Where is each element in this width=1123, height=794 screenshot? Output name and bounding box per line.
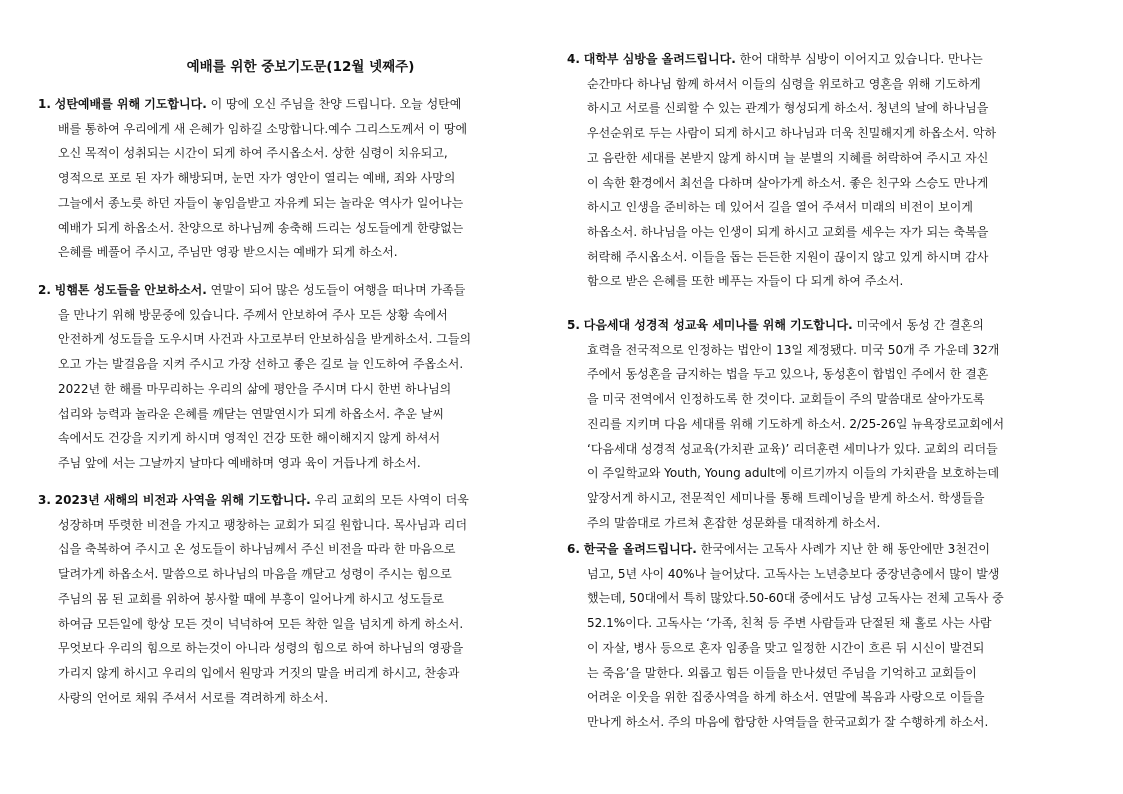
prayer-first-line: [567, 313, 1004, 338]
prayer-heading: 한국을 올려드립니다.: [583, 542, 697, 556]
prayer-line: 주님의 몸 된 교회를 위하여 봉사할 때에 부흥이 일어나게 하시고 성도들로: [58, 591, 444, 606]
prayer-text: 우리 교회의 모든 사역이 더욱: [310, 493, 469, 507]
prayer-text: 이 땅에 오신 주님을 찬양 드립니다. 오늘 성탄예: [206, 97, 462, 111]
prayer-paragraph: [567, 313, 1004, 535]
prayer-heading: 2023년 새해의 비전과 사역을 위해 기도합니다.: [54, 493, 311, 507]
prayer-line: 하여금 모든일에 항상 모든 것이 넉넉하여 모든 착한 일을 넘치게 하게 하소서.: [58, 616, 464, 631]
prayer-paragraph: [38, 278, 471, 476]
prayer-line: 효력을 전국적으로 인정하는 법안이 13일 제정됐다. 미국 50개 주 가운데 32개: [587, 342, 1000, 357]
prayer-item-5: [567, 313, 1004, 535]
prayer-number: 2.: [38, 283, 51, 297]
prayer-paragraph: [38, 92, 467, 265]
prayer-line: 배를 통하여 우리에게 새 은혜가 임하길 소망합니다.예수 그리스도께서 이 땅에: [58, 121, 468, 136]
prayer-line: 오신 목적이 성취되는 시간이 되게 하여 주시옵소서. 상한 심령이 치유되고,: [58, 146, 448, 161]
prayer-text: 연말이 되어 많은 성도들이 여행을 떠나며 가족들: [206, 283, 466, 297]
prayer-line: 고 음란한 세대를 본받지 않게 하시며 늘 분별의 지혜를 허락하여 주시고 자신: [587, 150, 989, 165]
prayer-line: 그늘에서 종노릇 하던 자들이 놓임을받고 자유케 되는 놀라운 역사가 일어나는: [58, 195, 464, 210]
prayer-line: ‘다음세대 성경적 성교육(가치관 교육)’ 리더훈련 세미나가 있다. 교회의 리더들: [587, 441, 998, 456]
prayer-first-line: [38, 488, 469, 513]
prayer-number: 4.: [567, 52, 580, 66]
prayer-line: 을 만나기 위해 방문중에 있습니다. 주께서 안보하여 주사 모든 상황 속에서: [58, 307, 448, 322]
prayer-text: 한어 대학부 심방이 이어지고 있습니다. 만나는: [735, 52, 983, 66]
prayer-line: 주의 말씀대로 가르쳐 혼잡한 성문화를 대적하게 하소서.: [587, 515, 881, 530]
prayer-line: 사랑의 언어로 채워 주셔서 서로를 격려하게 하소서.: [58, 690, 329, 705]
prayer-line: 는 죽음’을 말한다. 외롭고 힘든 이들을 만나셨던 주님을 기억하고 교회들이: [587, 665, 977, 680]
prayer-line: 은혜를 베풀어 주시고, 주님만 영광 받으시는 예배가 되게 하소서.: [58, 245, 398, 260]
prayer-heading: 성탄예배를 위해 기도합니다.: [54, 97, 207, 111]
prayer-line: 안전하게 성도들을 도우시며 사건과 사고로부터 안보하심을 받게하소서. 그들의: [58, 332, 472, 347]
prayer-line: 넘고, 5년 사이 40%나 늘어났다. 고독사는 노년층보다 중장년층에서 많이 발생: [587, 566, 1000, 581]
prayer-item-6: [567, 537, 1004, 735]
prayer-line: 이 속한 환경에서 최선을 다하며 살아가게 하소서. 좋은 친구와 스승도 만나게: [587, 175, 989, 190]
prayer-line: 이 자살, 병사 등으로 혼자 임종을 맞고 일정한 시간이 흐른 뒤 시신이 발견되: [587, 640, 985, 655]
prayer-line: 앞장서게 하시고, 전문적인 세미나를 통해 트레이닝을 받게 하소서. 학생들을: [587, 490, 985, 505]
prayer-line: 52.1%이다. 고독사는 ‘가족, 친척 등 주변 사람들과 단절된 채 홀로 사는 사람: [587, 616, 992, 631]
prayer-item-2: [38, 278, 471, 476]
prayer-number: 6.: [567, 542, 580, 556]
prayer-line: 가리지 않게 하시고 우리의 입에서 원망과 거짓의 말을 버리게 하시고, 찬송과: [58, 665, 460, 680]
prayer-line: 예배가 되게 하옵소서. 찬양으로 하나님께 송축해 드리는 성도들에게 한량없는: [58, 220, 464, 235]
prayer-number: 3.: [38, 493, 51, 507]
prayer-first-line: [38, 92, 467, 117]
prayer-line: 을 미국 전역에서 인정하도록 한 것이다. 교회들이 주의 말씀대로 살아가도록: [587, 392, 985, 407]
prayer-item-3: [38, 488, 469, 710]
prayer-line: 어려운 이웃을 위한 집중사역을 하게 하소서. 연말에 복음과 사랑으로 이들을: [587, 690, 985, 705]
prayer-line: 오고 가는 발걸음을 지켜 주시고 가장 선하고 좋은 길로 늘 인도하여 주옵소서.: [58, 357, 464, 372]
prayer-line: 했는데, 50대에서 특히 많았다.50-60대 중에서도 남성 고독사는 전체 고독사 중: [587, 591, 1004, 606]
prayer-line: 허락해 주시옵소서. 이들을 돕는 든든한 지원이 끊이지 않고 있게 하시며 감사: [587, 249, 989, 264]
prayer-line: 성장하며 뚜렷한 비전을 가지고 팽창하는 교회가 되길 원합니다. 목사님과 리더: [58, 517, 468, 532]
prayer-first-line: [38, 278, 471, 303]
prayer-line: 하옵소서. 하나님을 아는 인생이 되게 하시고 교회를 세우는 자가 되는 축복을: [587, 224, 989, 239]
document-title: 예배를 위한 중보기도문(12월 넷째주): [186, 59, 415, 75]
prayer-line: 속에서도 건강을 지키게 하시며 영적인 건강 또한 해이해지지 않게 하셔서: [58, 431, 441, 446]
prayer-number: 1.: [38, 97, 51, 111]
prayer-line: 만나게 하소서. 주의 마음에 합당한 사역들을 한국교회가 잘 수행하게 하소서.: [587, 714, 989, 729]
prayer-line: 하시고 서로를 신뢰할 수 있는 관계가 형성되게 하소서. 청년의 날에 하나님을: [587, 101, 989, 116]
prayer-item-1: [38, 92, 467, 265]
prayer-paragraph: [38, 488, 469, 710]
prayer-first-line: [567, 47, 996, 72]
prayer-line: 섭리와 능력과 놀라운 은혜를 깨닫는 연말연시가 되게 하옵소서. 추운 날씨: [58, 406, 444, 421]
prayer-line: 2022년 한 해를 마무리하는 우리의 삶에 평안을 주시며 다시 한번 하나님의: [58, 381, 452, 396]
prayer-line: 이 주일학교와 Youth, Young adult에 이르기까지 이들의 가치관을 보호하는데: [587, 466, 1000, 481]
prayer-line: 십을 축복하여 주시고 온 성도들이 하나님께서 주신 비전을 따라 한 마음으로: [58, 542, 456, 557]
prayer-line: 순간마다 하나님 함께 하셔서 이들의 심령을 위로하고 영혼을 위해 기도하게: [587, 76, 981, 91]
prayer-line: 우선순위로 두는 사람이 되게 하시고 하나님과 더욱 친밀해지게 하옵소서. 악하: [587, 126, 997, 141]
prayer-line: 함으로 받은 은혜를 또한 베푸는 자들이 다 되게 하여 주소서.: [587, 274, 904, 289]
prayer-text: 한국에서는 고독사 사례가 지난 한 해 동안에만 3천건이: [696, 542, 991, 556]
prayer-item-4: [567, 47, 996, 294]
prayer-heading: 빙햄톤 성도들을 안보하소서.: [54, 283, 207, 297]
prayer-line: 달려가게 하옵소서. 말씀으로 하나님의 마음을 깨닫고 성령이 주시는 힘으로: [58, 567, 452, 582]
prayer-line: 하시고 인생을 준비하는 데 있어서 길을 열어 주셔서 미래의 비전이 보이게: [587, 200, 973, 215]
prayer-line: 영적으로 포로 된 자가 해방되며, 눈먼 자가 영안이 열리는 예배, 죄와 사망의: [58, 171, 456, 186]
prayer-number: 5.: [567, 318, 580, 332]
prayer-line: 진리를 지키며 다음 세대를 위해 기도하게 하소서. 2/25-26일 뉴욕장로교회에서: [587, 416, 1005, 431]
prayer-paragraph: [567, 47, 996, 294]
prayer-heading: 대학부 심방을 올려드립니다.: [583, 52, 736, 66]
prayer-first-line: [567, 537, 1004, 562]
prayer-heading: 다음세대 성경적 성교육 세미나를 위해 기도합니다.: [583, 318, 853, 332]
prayer-line: 주님 앞에 서는 그날까지 날마다 예배하며 영과 육이 거듭나게 하소서.: [58, 455, 421, 470]
prayer-line: 무엇보다 우리의 힘으로 하는것이 아니라 성령의 힘으로 하여 하나님의 영광을: [58, 641, 464, 656]
prayer-line: 주에서 동성혼을 금지하는 법을 두고 있으나, 동성혼이 합법인 주에서 한 결혼: [587, 367, 989, 382]
prayer-paragraph: [567, 537, 1004, 735]
prayer-text: 미국에서 동성 간 결혼의: [852, 318, 984, 332]
